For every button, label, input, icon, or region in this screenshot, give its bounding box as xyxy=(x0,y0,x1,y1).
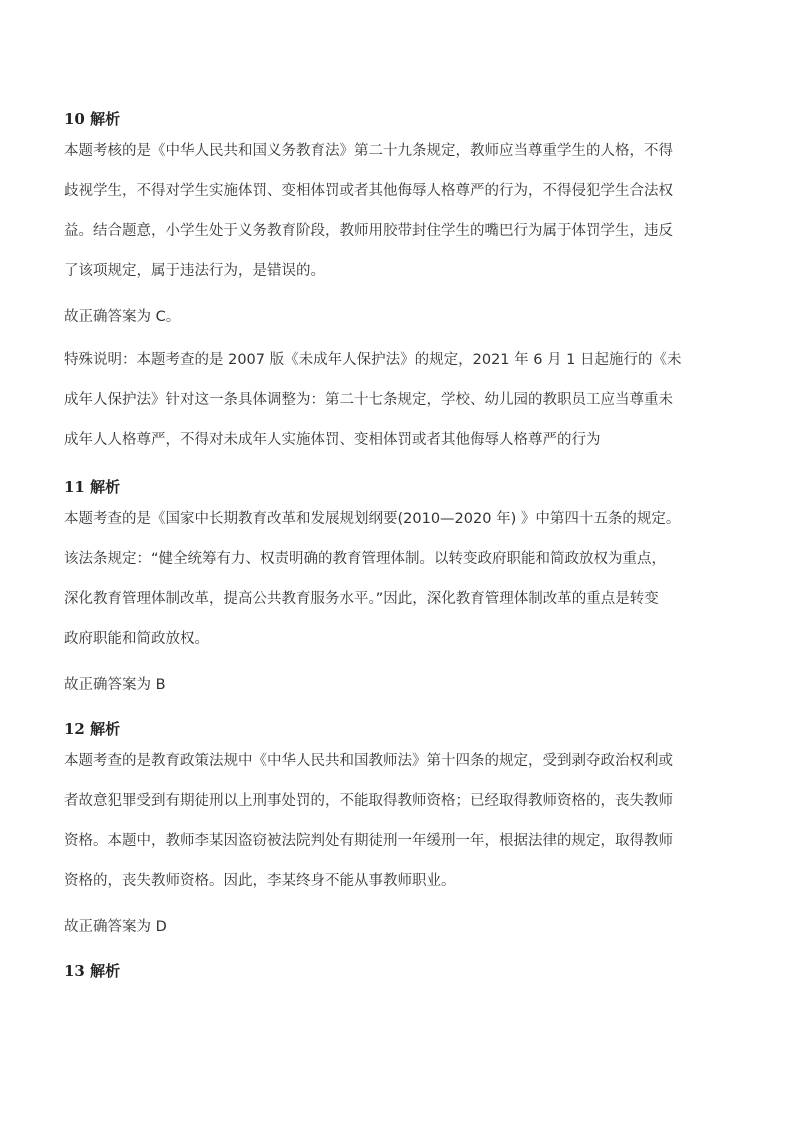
section-10-note-line-1: 特殊说明：本题考查的是 2007 版《未成年人保护法》的规定，2021 年 6 月 1 日起施行的《未 xyxy=(64,352,682,368)
section-12-answer: 故正确答案为 D xyxy=(64,919,167,935)
section-10-heading: 10 解析 xyxy=(64,110,121,128)
section-12-line-3: 资格。本题中，教师李某因盗窃被法院判处有期徒刑一年缓刑一年，根据法律的规定，取得教师 xyxy=(64,833,673,849)
section-11-line-2: 该法条规定：“健全统筹有力、权责明确的教育管理体制。以转变政府职能和简政放权为重点， xyxy=(64,551,667,567)
section-12-line-4: 资格的，丧失教师资格。因此，李某终身不能从事教师职业。 xyxy=(64,873,456,889)
section-10-note-line-2: 成年人保护法》针对这一条具体调整为：第二十七条规定，学校、幼儿园的教职员工应当尊重未 xyxy=(64,392,673,408)
section-11-line-3: 深化教育管理体制改革，提高公共教育服务水平。”因此，深化教育管理体制改革的重点是转变 xyxy=(64,591,659,607)
section-12-line-1: 本题考查的是教育政策法规中《中华人民共和国教师法》第十四条的规定，受到剥夺政治权利或 xyxy=(64,753,673,769)
section-10-line-1: 本题考核的是《中华人民共和国义务教育法》第二十九条规定，教师应当尊重学生的人格，不得 xyxy=(64,143,673,159)
section-10-note-line-3: 成年人人格尊严，不得对未成年人实施体罚、变相体罚或者其他侮辱人格尊严的行为 xyxy=(64,432,601,448)
section-10-line-4: 了该项规定，属于违法行为，是错误的。 xyxy=(64,263,325,279)
section-13-heading: 13 解析 xyxy=(64,962,121,980)
section-11-line-1: 本题考查的是《国家中长期教育改革和发展规划纲要(2010—2020 年) 》中第四十五条的规定。 xyxy=(64,511,681,527)
section-11-line-4: 政府职能和简政放权。 xyxy=(64,631,209,647)
section-10-line-3: 益。结合题意，小学生处于义务教育阶段，教师用胶带封住学生的嘴巴行为属于体罚学生，违反 xyxy=(64,223,673,239)
section-10-line-2: 歧视学生，不得对学生实施体罚、变相体罚或者其他侮辱人格尊严的行为，不得侵犯学生合法权 xyxy=(64,183,673,199)
section-11-answer: 故正确答案为 B xyxy=(64,677,166,693)
section-12-line-2: 者故意犯罪受到有期徒刑以上刑事处罚的，不能取得教师资格；已经取得教师资格的，丧失教师 xyxy=(64,793,673,809)
section-11-heading: 11 解析 xyxy=(64,478,121,496)
section-12-heading: 12 解析 xyxy=(64,720,121,738)
section-10-answer: 故正确答案为 C。 xyxy=(64,309,181,325)
